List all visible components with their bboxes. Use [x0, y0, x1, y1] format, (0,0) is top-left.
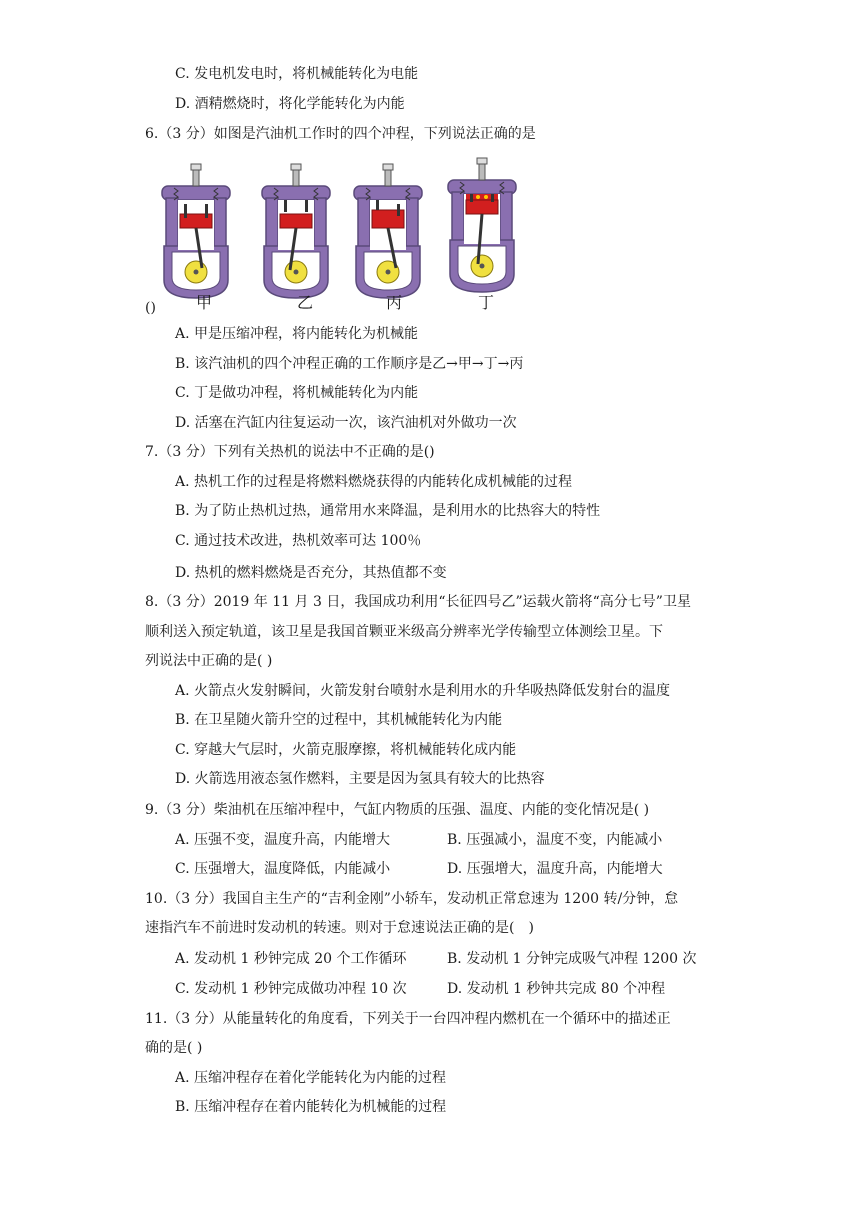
- q7-option-a: A. 热机工作的过程是将燃料燃烧获得的内能转化成机械能的过程: [175, 474, 573, 490]
- q7-stem: 7.（3 分）下列有关热机的说法中不正确的是(): [145, 444, 435, 460]
- q6-option-a: A. 甲是压缩冲程，将内能转化为机械能: [175, 326, 419, 342]
- q7-option-d: D. 热机的燃料燃烧是否充分，其热值都不变: [175, 565, 447, 581]
- engine-ding: [448, 158, 516, 292]
- q10-stem-line-2: 速指汽车不前进时发动机的转速。则对于怠速说法正确的是( ): [145, 920, 534, 936]
- q9-option-a: A. 压强不变，温度升高，内能增大: [175, 832, 391, 848]
- q9-option-c: C. 压强增大，温度降低，内能减小: [175, 861, 391, 877]
- q10-option-d: D. 发动机 1 秒钟共完成 80 个冲程: [447, 981, 666, 997]
- q6-option-b: B. 该汽油机的四个冲程正确的工作顺序是乙→甲→丁→丙: [175, 356, 524, 372]
- q10-stem-line-1: 10.（3 分）我国自主生产的“吉利金刚”小轿车，发动机正常怠速为 1200 转/分钟，怠: [145, 891, 679, 907]
- q8-stem-line-1: 8.（3 分）2019 年 11 月 3 日，我国成功利用“长征四号乙”运载火箭将“高分七号”卫星: [145, 594, 691, 610]
- q6-option-d: D. 活塞在汽缸内往复运动一次，该汽油机对外做功一次: [175, 415, 517, 431]
- q6-option-c: C. 丁是做功冲程，将机械能转化为内能: [175, 385, 419, 401]
- q5-option-c: C. 发电机发电时，将机械能转化为电能: [175, 66, 419, 82]
- figure-label-ding: 丁: [478, 293, 495, 312]
- q9-stem: 9.（3 分）柴油机在压缩冲程中，气缸内物质的压强、温度、内能的变化情况是( ): [145, 802, 650, 818]
- q8-option-a: A. 火箭点火发射瞬间，火箭发射台喷射水是利用水的升华吸热降低发射台的温度: [175, 683, 671, 699]
- q9-option-b: B. 压强减小，温度不变，内能减小: [447, 832, 663, 848]
- q9-option-d: D. 压强增大，温度升高，内能增大: [447, 861, 663, 877]
- q11-option-a: A. 压缩冲程存在着化学能转化为内能的过程: [175, 1070, 447, 1086]
- q8-option-b: B. 在卫星随火箭升空的过程中，其机械能转化为内能: [175, 712, 503, 728]
- q8-stem-line-2: 顺利送入预定轨道，该卫星是我国首颗亚米级高分辨率光学传输型立体测绘卫星。下: [145, 624, 663, 640]
- q8-option-c: C. 穿越大气层时，火箭克服摩擦，将机械能转化成内能: [175, 742, 517, 758]
- q6-stem: 6.（3 分）如图是汽油机工作时的四个冲程，下列说法正确的是: [145, 126, 536, 142]
- q7-option-c: C. 通过技术改进，热机效率可达 100％: [175, 533, 422, 549]
- figure-label-bing: 丙: [386, 293, 403, 312]
- engine-jia: [162, 164, 230, 298]
- q10-option-b: B. 发动机 1 分钟完成吸气冲程 1200 次: [447, 951, 697, 967]
- engine-yi: [262, 164, 330, 298]
- figure-label-yi: 乙: [297, 293, 314, 312]
- q11-stem-line-1: 11.（3 分）从能量转化的角度看，下列关于一台四冲程内燃机在一个循环中的描述正: [145, 1011, 671, 1027]
- engine-bing: [354, 164, 422, 298]
- q5-option-d: D. 酒精燃烧时，将化学能转化为内能: [175, 96, 405, 112]
- q8-stem-line-3: 列说法中正确的是( ): [145, 653, 273, 669]
- q8-option-d: D. 火箭选用液态氢作燃料，主要是因为氢具有较大的比热容: [175, 771, 545, 787]
- q7-option-b: B. 为了防止热机过热，通常用水来降温，是利用水的比热容大的特性: [175, 503, 601, 519]
- q6-paren: (): [145, 300, 156, 316]
- q11-option-b: B. 压缩冲程存在着内能转化为机械能的过程: [175, 1099, 447, 1115]
- figure-label-jia: 甲: [196, 293, 213, 312]
- q11-stem-line-2: 确的是( ): [145, 1040, 203, 1056]
- q10-option-a: A. 发动机 1 秒钟完成 20 个工作循环: [175, 951, 407, 967]
- q10-option-c: C. 发动机 1 秒钟完成做功冲程 10 次: [175, 981, 407, 997]
